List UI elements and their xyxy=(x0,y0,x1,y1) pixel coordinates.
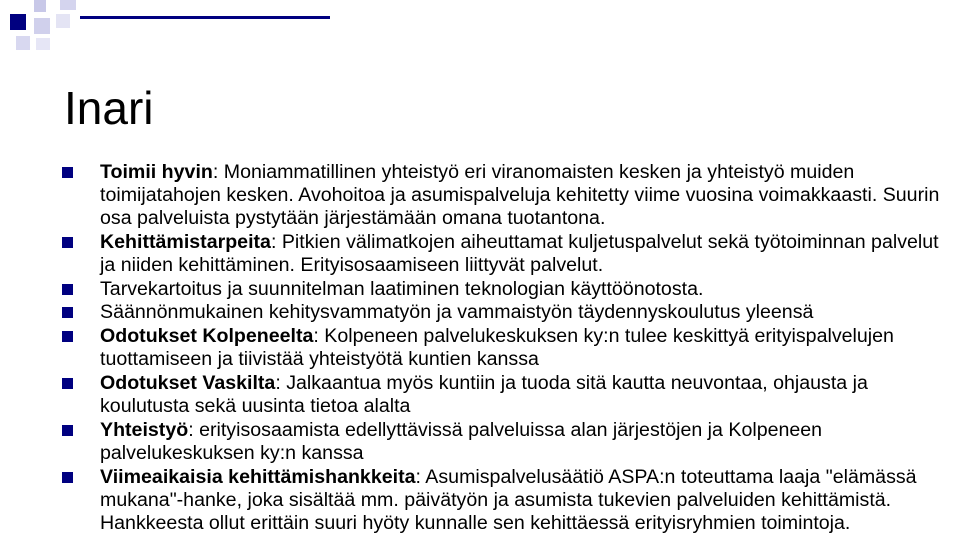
bullet-item-taydennyskoulutus xyxy=(62,301,942,324)
bullet-text: : Pitkien välimatkojen aiheuttamat kuljetuspalvelut sekä työtoiminnan palvelut ja niiden kehittäminen. Erityisosaamiseen liittyvät palvelut. xyxy=(100,230,939,276)
bullet-heading: Viimeaikaisia kehittämishankkeita xyxy=(100,465,416,488)
square-bullet-icon xyxy=(62,425,73,436)
bullet-item-tarvekartoitus xyxy=(62,278,942,301)
bullet-text: Säännönmukainen kehitysvammatyön ja vammaistyön täydennyskoulutus yleensä xyxy=(100,301,814,324)
bullet-heading: Kehittämistarpeita xyxy=(100,230,271,253)
square-bullet-icon xyxy=(62,378,73,389)
square-bullet-icon xyxy=(62,307,73,318)
square-bullet-icon xyxy=(62,331,73,342)
bullet-heading: Toimii hyvin xyxy=(100,161,213,183)
square-bullet-icon xyxy=(62,284,73,295)
bullet-text: : Jalkaantua myös kuntiin ja tuoda sitä kautta neuvontaa, ohjausta ja koulutusta sekä uusinta tietoa alalta xyxy=(100,371,868,417)
bullet-heading: Yhteistyö xyxy=(100,418,189,441)
square-bullet-icon xyxy=(62,237,73,248)
bullet-heading: Odotukset Vaskilta xyxy=(100,371,276,394)
bullet-text: : Asumispalvelusäätiö ASPA:n toteuttama laaja "elämässä mukana"-hanke, joka sisältää mm. päivätyön ja asumista tukevien palveluiden kehittämistä. Hankkeesta ollut erittäin suuri hyöty kunnalle sen kehittäessä erityisryhmien toimintoja. xyxy=(100,465,917,534)
bullet-text: : erityisosaamista edellyttävissä palveluissa alan järjestöjen ja Kolpeneen palvelukeskuksen ky:n kanssa xyxy=(100,418,823,464)
bullet-heading: Odotukset Kolpeneelta xyxy=(100,325,314,348)
decorative-squares-logo xyxy=(0,0,330,50)
bullet-text: Tarvekartoitus ja suunnitelman laatiminen teknologian käyttöönotosta. xyxy=(100,277,704,300)
bullet-text: : Kolpeneen palvelukeskuksen ky:n tulee keskittyä erityispalvelujen tuottamiseen ja tiivistää yhteistyötä kuntien kanssa xyxy=(100,325,894,371)
bullet-item-odotukset-vaskilta xyxy=(62,372,942,418)
bullet-list xyxy=(62,161,942,535)
bullet-item-yhteistyo xyxy=(62,419,942,465)
bullet-item-kehittamistarpeita xyxy=(62,231,942,277)
slide-title: Inari xyxy=(64,82,154,134)
bullet-item-odotukset-kolpeneelta xyxy=(62,325,942,371)
square-bullet-icon xyxy=(62,167,73,178)
bullet-item-toimii-hyvin xyxy=(62,161,942,230)
bullet-text: : Moniammatillinen yhteistyö eri viranomaisten kesken ja yhteistyö muiden toimijatahojen kesken. Avohoitoa ja asumispalveluja kehitetty viime vuosina voimakkaasti. Suurin osa palveluista pystytään järjestämään omana tuotantona. xyxy=(100,161,940,229)
square-bullet-icon xyxy=(62,472,73,483)
bullet-item-kehittamishankkeita xyxy=(62,466,942,535)
